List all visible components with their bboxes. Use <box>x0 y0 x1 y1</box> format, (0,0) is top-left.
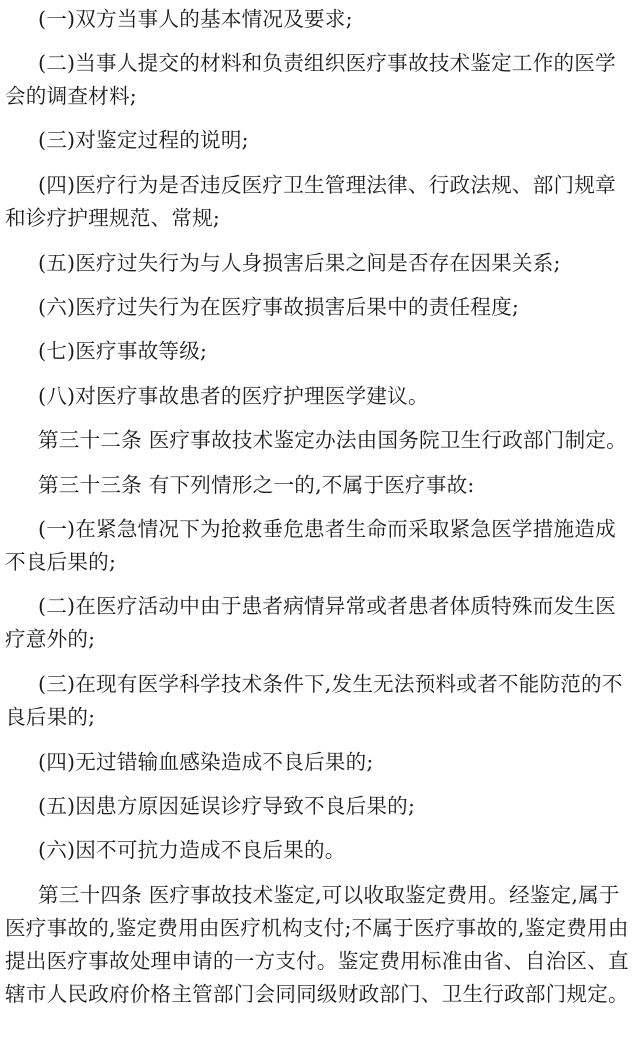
paragraph-11: (一)在紧急情况下为抢救垂危患者生命而采取紧急医学措施造成不良后果的; <box>5 517 616 574</box>
paragraph-10: 第三十三条 有下列情形之一的,不属于医疗事故: <box>38 473 475 497</box>
paragraph-4: (四)医疗行为是否违反医疗卫生管理法律、行政法规、部门规章和诊疗护理规范、常规; <box>5 173 616 230</box>
paragraph-6: (六)医疗过失行为在医疗事故损害后果中的责任程度; <box>38 295 520 319</box>
paragraph-15: (五)因患方原因延误诊疗导致不良后果的; <box>38 794 416 818</box>
paragraph-1: (一)双方当事人的基本情况及要求; <box>38 7 353 31</box>
paragraph-17: 第三十四条 医疗事故技术鉴定,可以收取鉴定费用。经鉴定,属于医疗事故的,鉴定费用由医疗机构支付;不属于医疗事故的,鉴定费用由提出医疗事故处理申请的一方支付。鉴定费用标准由省、自治区、直辖市人民政府价格主管部门会同同级财政部门、卫生行政部门规定。 <box>5 883 629 1006</box>
paragraph-9: 第三十二条 医疗事故技术鉴定办法由国务院卫生行政部门制定。 <box>38 428 627 452</box>
paragraph-14: (四)无过错输血感染造成不良后果的; <box>38 750 374 774</box>
paragraph-8: (八)对医疗事故患者的医疗护理医学建议。 <box>38 384 429 408</box>
paragraph-12: (二)在医疗活动中由于患者病情异常或者患者体质特殊而发生医疗意外的; <box>5 594 616 651</box>
paragraph-7: (七)医疗事故等级; <box>38 339 208 363</box>
paragraph-13: (三)在现有医学科学技术条件下,发生无法预料或者不能防范的不良后果的; <box>5 672 623 729</box>
paragraph-2: (二)当事人提交的材料和负责组织医疗事故技术鉴定工作的医学会的调查材料; <box>5 51 616 108</box>
paragraph-3: (三)对鉴定过程的说明; <box>38 128 249 152</box>
paragraph-5: (五)医疗过失行为与人身损害后果之间是否存在因果关系; <box>38 251 561 275</box>
paragraph-16: (六)因不可抗力造成不良后果的。 <box>38 838 346 862</box>
